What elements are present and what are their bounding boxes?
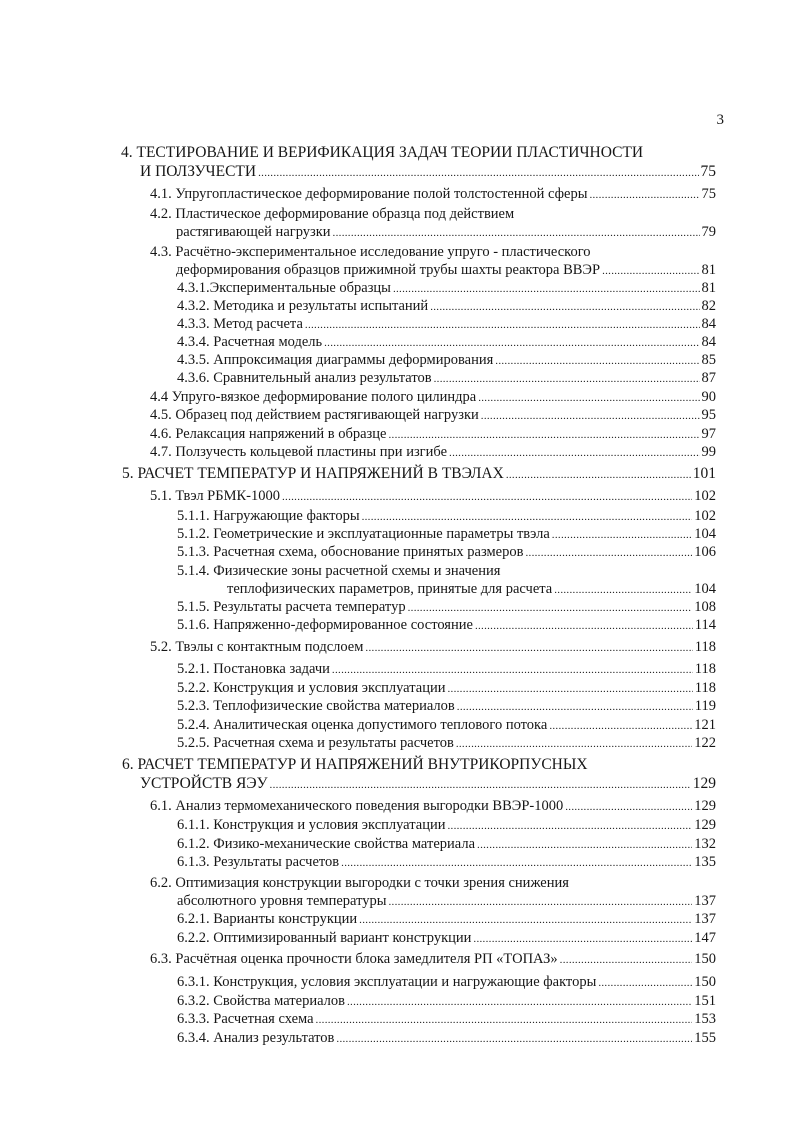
toc-entry-title: 5.1.3. Расчетная схема, обоснование принятых размеров: [177, 544, 524, 560]
toc-entry-4-7[interactable]: [150, 443, 716, 462]
toc-entry-title: 5.2.4. Аналитическая оценка допустимого теплового потока: [177, 717, 548, 733]
toc-entry-title: 4.3.5. Аппроксимация диаграммы деформирования: [177, 352, 494, 368]
toc-entry-page: 132: [694, 836, 716, 852]
toc-entry-4-3-3[interactable]: [177, 315, 716, 334]
toc-entry-6-2-1[interactable]: [177, 910, 716, 929]
toc-entry-6-1-2[interactable]: [177, 835, 716, 854]
toc-entry-page: 104: [694, 581, 716, 597]
toc-entry-page: 95: [701, 407, 716, 423]
toc-entry-page: 147: [694, 930, 716, 946]
chapter-4-title-line1: 4. ТЕСТИРОВАНИЕ И ВЕРИФИКАЦИЯ ЗАДАЧ ТЕОРИИ ПЛАСТИЧНОСТИ: [121, 144, 644, 161]
toc-entry-page: 99: [701, 444, 716, 460]
toc-entry-page: 129: [694, 798, 716, 814]
toc-entry-title: 5.2.3. Теплофизические свойства материалов: [177, 698, 455, 714]
toc-entry-4-3-5[interactable]: [177, 351, 716, 370]
toc-entry-4-3-line1: 4.3. Расчётно-экспериментальное исследование упруго - пластического: [150, 244, 591, 260]
toc-entry-page: 150: [694, 951, 716, 967]
toc-entry-title: 5.2.2. Конструкция и условия эксплуатации: [177, 680, 446, 696]
toc-entry-5-1-2[interactable]: [177, 525, 716, 544]
toc-entry-title: 5.1.6. Напряженно-деформированное состояние: [177, 617, 473, 633]
toc-entry-title: 4.3.1.Экспериментальные образцы: [177, 280, 391, 296]
toc-entry-page: 119: [694, 698, 716, 714]
toc-entry-6-2-2[interactable]: [177, 929, 716, 948]
toc-entry-title: 4.5. Образец под действием растягивающей нагрузки: [150, 407, 479, 423]
toc-entry-4-5[interactable]: [150, 406, 716, 425]
toc-entry-title: 4.6. Релаксация напряжений в образце: [150, 426, 387, 442]
toc-entry-5-1-6[interactable]: [177, 616, 716, 635]
toc-entry-title: 5.2.5. Расчетная схема и результаты расчетов: [177, 735, 454, 751]
toc-entry-page: 108: [694, 599, 716, 615]
toc-entry-4-3-6[interactable]: [177, 369, 716, 388]
toc-entry-title: 4.4 Упруго-вязкое деформирование полого цилиндра: [150, 389, 477, 405]
toc-entry-page: 153: [694, 1011, 716, 1027]
toc-entry-page: 102: [694, 488, 716, 504]
toc-entry-5-1-5[interactable]: [177, 598, 716, 617]
toc-entry-6-3[interactable]: [150, 950, 716, 969]
toc-entry-page: 85: [701, 352, 716, 368]
toc-entry-page: 155: [694, 1030, 716, 1046]
toc-entry-page: 135: [694, 854, 716, 870]
toc-entry-4-2-line1: 4.2. Пластическое деформирование образца под действием: [150, 206, 515, 222]
toc-entry-page: 151: [694, 993, 716, 1009]
toc-entry-title: И ПОЛЗУЧЕСТИ: [140, 163, 257, 180]
toc-entry-title: 4.3.6. Сравнительный анализ результатов: [177, 370, 432, 386]
toc-entry-5-1-3[interactable]: [177, 543, 716, 562]
toc-entry-title: 6.1.1. Конструкция и условия эксплуатации: [177, 817, 446, 833]
toc-entry-chapter-4[interactable]: [140, 163, 716, 182]
toc-entry-4-4[interactable]: [150, 388, 716, 407]
toc-entry-title: теплофизических параметров, принятые для расчета: [227, 581, 553, 597]
toc-entry-page: 104: [694, 526, 716, 542]
toc-entry-6-2[interactable]: [177, 892, 716, 911]
toc-entry-page: 84: [701, 316, 716, 332]
toc-entry-title: 6.2.1. Варианты конструкции: [177, 911, 358, 927]
toc-entry-5-1[interactable]: [150, 487, 716, 506]
toc-entry-title: 4.7. Ползучесть кольцевой пластины при изгибе: [150, 444, 448, 460]
toc-entry-title: УСТРОЙСТВ ЯЭУ: [140, 775, 268, 792]
toc-entry-5-2-3[interactable]: [177, 697, 716, 716]
toc-entry-title: 5.1.1. Нагружающие факторы: [177, 508, 360, 524]
toc-entry-title: 5.1.2. Геометрические и эксплуатационные параметры твэла: [177, 526, 550, 542]
toc-entry-title: 4.1. Упругопластическое деформирование полой толстостенной сферы: [150, 186, 588, 202]
toc-entry-6-3-4[interactable]: [177, 1029, 716, 1048]
toc-entry-4-3[interactable]: [176, 261, 716, 280]
toc-entry-title: 5. РАСЧЕТ ТЕМПЕРАТУР И НАПРЯЖЕНИЙ В ТВЭЛАХ: [122, 465, 504, 482]
toc-entry-page: 137: [694, 911, 716, 927]
toc-entry-title: 4.3.4. Расчетная модель: [177, 334, 323, 350]
toc-entry-page: 87: [701, 370, 716, 386]
toc-entry-6-1-1[interactable]: [177, 816, 716, 835]
toc-entry-title: абсолютного уровня температуры: [177, 893, 387, 909]
toc-entry-title: 6.3. Расчётная оценка прочности блока замедлителя РП «ТОПАЗ»: [150, 951, 558, 967]
toc-entry-title: 6.3.3. Расчетная схема: [177, 1011, 314, 1027]
toc-entry-5-2-2[interactable]: [177, 679, 716, 698]
toc-entry-title: 6.3.1. Конструкция, условия эксплуатации и нагружающие факторы: [177, 974, 597, 990]
toc-entry-6-3-3[interactable]: [177, 1010, 716, 1029]
toc-entry-title: 6.2.2. Оптимизированный вариант конструкции: [177, 930, 472, 946]
toc-entry-page: 81: [701, 280, 716, 296]
toc-entry-title: 6.1. Анализ термомеханического поведения выгородки ВВЭР-1000: [150, 798, 564, 814]
toc-entry-4-2[interactable]: [176, 223, 716, 242]
toc-entry-title: 6.3.4. Анализ результатов: [177, 1030, 335, 1046]
toc-entry-5-1-4[interactable]: [227, 580, 716, 599]
toc-entry-6-3-2[interactable]: [177, 992, 716, 1011]
toc-entry-title: 5.1. Твэл РБМК-1000: [150, 488, 280, 504]
toc-entry-page: 150: [694, 974, 716, 990]
toc-entry-title: растягивающей нагрузки: [176, 224, 331, 240]
toc-entry-5-2-1[interactable]: [177, 660, 716, 679]
toc-entry-5-1-4-line1: 5.1.4. Физические зоны расчетной схемы и значения: [177, 563, 501, 579]
toc-entry-page: 118: [694, 639, 716, 655]
toc-entry-page: 121: [694, 717, 716, 733]
toc-entry-6-1-3[interactable]: [177, 853, 716, 872]
toc-entry-title: 5.1.5. Результаты расчета температур: [177, 599, 406, 615]
toc-entry-page: 137: [694, 893, 716, 909]
toc-entry-page: 129: [694, 817, 716, 833]
toc-entry-title: 6.1.3. Результаты расчетов: [177, 854, 340, 870]
toc-entry-6-2-line1: 6.2. Оптимизация конструкции выгородки с точки зрения снижения: [150, 875, 569, 891]
toc-entry-5-1-1[interactable]: [177, 507, 716, 526]
toc-entry-page: 118: [694, 661, 716, 677]
toc-entry-title: 4.3.2. Методика и результаты испытаний: [177, 298, 429, 314]
toc-entry-page: 129: [692, 775, 716, 792]
toc-entry-4-3-1[interactable]: [177, 279, 716, 298]
page-number: 3: [716, 112, 724, 128]
toc-entry-4-3-4[interactable]: [177, 333, 716, 352]
toc-entry-title: 6.3.2. Свойства материалов: [177, 993, 345, 1009]
toc-entry-page: 82: [701, 298, 716, 314]
toc-entry-page: 97: [701, 426, 716, 442]
toc-entry-page: 81: [701, 262, 716, 278]
toc-entry-title: 6.1.2. Физико-механические свойства материала: [177, 836, 476, 852]
toc-entry-title: 5.2.1. Постановка задачи: [177, 661, 330, 677]
toc-entry-title: деформирования образцов прижимной трубы шахты реактора ВВЭР: [176, 262, 601, 278]
chapter-6-title-line1: 6. РАСЧЕТ ТЕМПЕРАТУР И НАПРЯЖЕНИЙ ВНУТРИКОРПУСНЫХ: [122, 756, 588, 773]
toc-entry-chapter-5[interactable]: [122, 465, 716, 484]
toc-entry-page: 102: [694, 508, 716, 524]
toc-entry-title: 5.2. Твэлы с контактным подслоем: [150, 639, 364, 655]
toc-entry-page: 118: [694, 680, 716, 696]
toc-entry-4-1[interactable]: [150, 185, 716, 204]
toc-entry-page: 101: [692, 465, 716, 482]
toc-entry-5-2[interactable]: [150, 638, 716, 657]
toc-entry-4-6[interactable]: [150, 425, 716, 444]
toc-entry-title: 4.3.3. Метод расчета: [177, 316, 303, 332]
toc-entry-page: 106: [694, 544, 716, 560]
toc-entry-page: 75: [701, 186, 716, 202]
toc-entry-6-1[interactable]: [150, 797, 716, 816]
toc-entry-page: 90: [701, 389, 716, 405]
toc-entry-5-2-5[interactable]: [177, 734, 716, 753]
toc-entry-page: 114: [694, 617, 716, 633]
toc-entry-6-3-1[interactable]: [177, 973, 716, 992]
toc-entry-page: 84: [701, 334, 716, 350]
toc-entry-page: 79: [701, 224, 716, 240]
toc-entry-4-3-2[interactable]: [177, 297, 716, 316]
toc-entry-5-2-4[interactable]: [177, 716, 716, 735]
toc-entry-page: 122: [694, 735, 716, 751]
toc-entry-chapter-6[interactable]: [140, 775, 716, 794]
toc-entry-page: 75: [700, 163, 716, 180]
